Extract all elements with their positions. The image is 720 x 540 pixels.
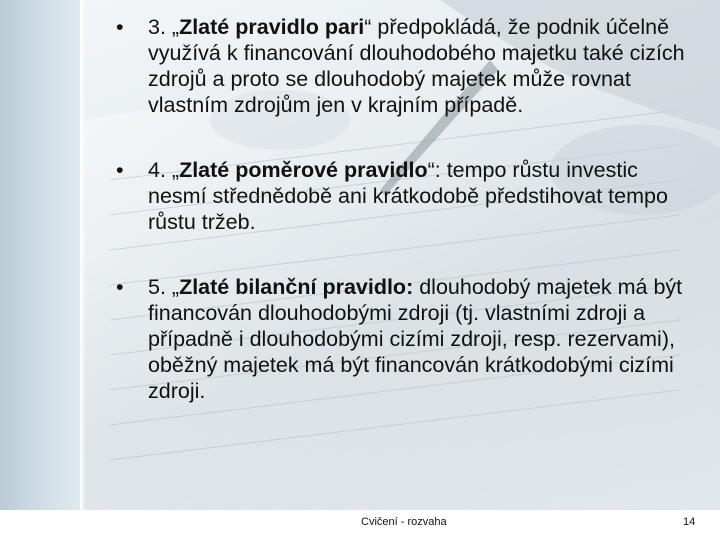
- rule-lead: 3. „: [148, 15, 180, 39]
- footer-label: Cvičení - rozvaha: [361, 516, 447, 528]
- rule-item-5: [112, 274, 697, 404]
- footer-band: [0, 510, 720, 540]
- rule-text: “: tempo růstu investic nesmí střednědobě ani krátkodobě předstihovat tempo růstu tržeb.: [148, 158, 668, 234]
- rule-text: “ předpokládá, že podnik účelně využívá k financování dlouhodobého majetku také cizích zdrojů a proto se dlouhodobý majetek může rovnat vlastním zdrojům jen v krajním případě.: [148, 15, 685, 117]
- bullet-icon: •: [116, 275, 124, 299]
- rule-lead: 5. „: [148, 275, 180, 299]
- rule-text: dlouhodobý majetek má být financován dlouhodobými zdroji (tj. vlastními zdroji a případně i dlouhodobými cizími zdroji, resp. rezervami), oběžný majetek má být financován krátkodobými cizími zdroji.: [148, 275, 683, 403]
- rule-title: Zlaté bilanční pravidlo:: [179, 275, 414, 299]
- rules-list: [112, 14, 697, 404]
- bullet-icon: •: [116, 15, 124, 39]
- rule-title: Zlaté poměrové pravidlo: [179, 158, 428, 182]
- page-number: 14: [683, 516, 696, 528]
- panel-left-highlight: [80, 0, 86, 540]
- rule-item-4: [112, 157, 697, 235]
- rule-item-3: [112, 14, 697, 118]
- left-accent-band: [0, 0, 80, 540]
- rule-title: Zlaté pravidlo pari: [179, 15, 365, 39]
- bullet-icon: •: [116, 158, 124, 182]
- rule-lead: 4. „: [148, 158, 180, 182]
